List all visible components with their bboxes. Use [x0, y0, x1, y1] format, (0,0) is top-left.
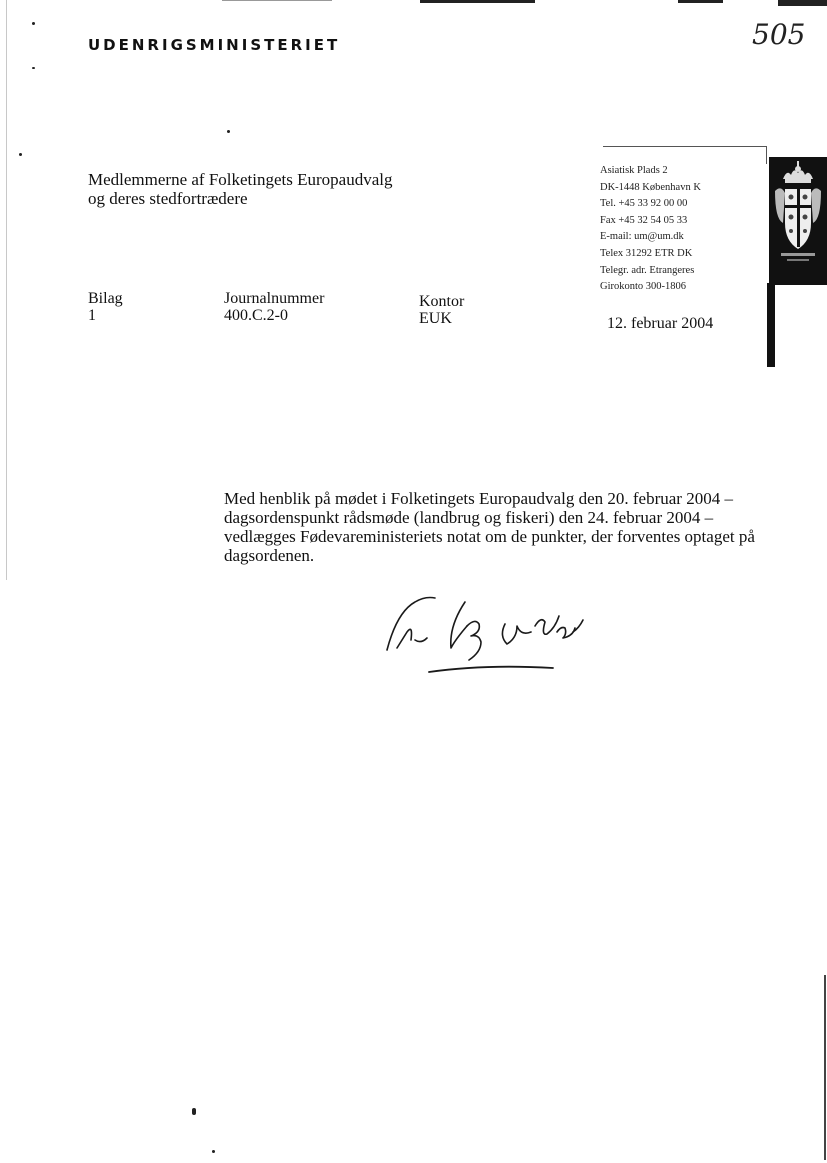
crest-strip — [767, 283, 775, 367]
contact-giro-line: Girokonto 300-1806 — [600, 281, 687, 293]
scan-artifact — [420, 0, 535, 3]
addressee-line: Medlemmerne af Folketingets Europaudvalg — [88, 170, 393, 189]
scan-artifact — [778, 0, 827, 6]
scan-speck — [32, 22, 35, 25]
scan-speck — [227, 130, 230, 133]
contact-phone-line: Tel. +45 33 92 00 00 — [600, 198, 688, 210]
signature — [385, 592, 595, 687]
contact-block — [600, 163, 701, 296]
body-paragraph: Med henblik på mødet i Folketingets Europaudvalg den 20. februar 2004 – dagsordenspunkt rådsmøde (landbrug og fiskeri) den 24. februar 2004 – vedlægges Fødevareministeriets notat om de punkter, der forventes optaget på dagsordenen. — [224, 489, 755, 565]
addressee-block — [88, 170, 393, 208]
scan-artifact — [678, 0, 723, 3]
scan-margin-line — [6, 0, 7, 580]
crest-panel — [769, 157, 827, 285]
contact-fax-line: Fax +45 32 54 05 33 — [600, 214, 688, 226]
bilag-label: Bilag — [88, 290, 123, 307]
journal-value: 400.C.2-0 — [224, 307, 288, 324]
contact-telegram-line: Telegr. adr. Etrangeres — [600, 264, 695, 276]
scan-artifact — [222, 0, 332, 1]
journal-field — [224, 290, 324, 324]
contact-address-line: Asiatisk Plads 2 — [600, 165, 668, 176]
contact-rule — [603, 146, 766, 147]
coat-of-arms-icon — [769, 157, 827, 285]
contact-email-line: E-mail: um@um.dk — [600, 231, 684, 243]
kontor-field — [419, 293, 464, 327]
kontor-value: EUK — [419, 310, 452, 327]
contact-postal-line: DK-1448 København K — [600, 181, 701, 193]
kontor-label: Kontor — [419, 293, 465, 310]
contact-telex-line: Telex 31292 ETR DK — [600, 247, 693, 259]
bilag-field — [88, 290, 123, 324]
scan-speck — [19, 153, 22, 156]
scan-speck — [32, 67, 35, 69]
scan-speck — [192, 1108, 196, 1115]
scan-right-edge-line — [824, 975, 826, 1160]
journal-label: Journalnummer — [224, 290, 325, 307]
contact-rule — [766, 146, 767, 164]
ministry-name: UDENRIGSMINISTERIET — [88, 36, 341, 54]
letter-date: 12. februar 2004 — [607, 315, 714, 332]
bilag-value: 1 — [88, 307, 96, 324]
addressee-line: og deres stedfortrædere — [88, 189, 248, 208]
signature-icon — [385, 592, 595, 682]
scan-speck — [212, 1150, 215, 1153]
page-number: 505 — [752, 18, 806, 51]
